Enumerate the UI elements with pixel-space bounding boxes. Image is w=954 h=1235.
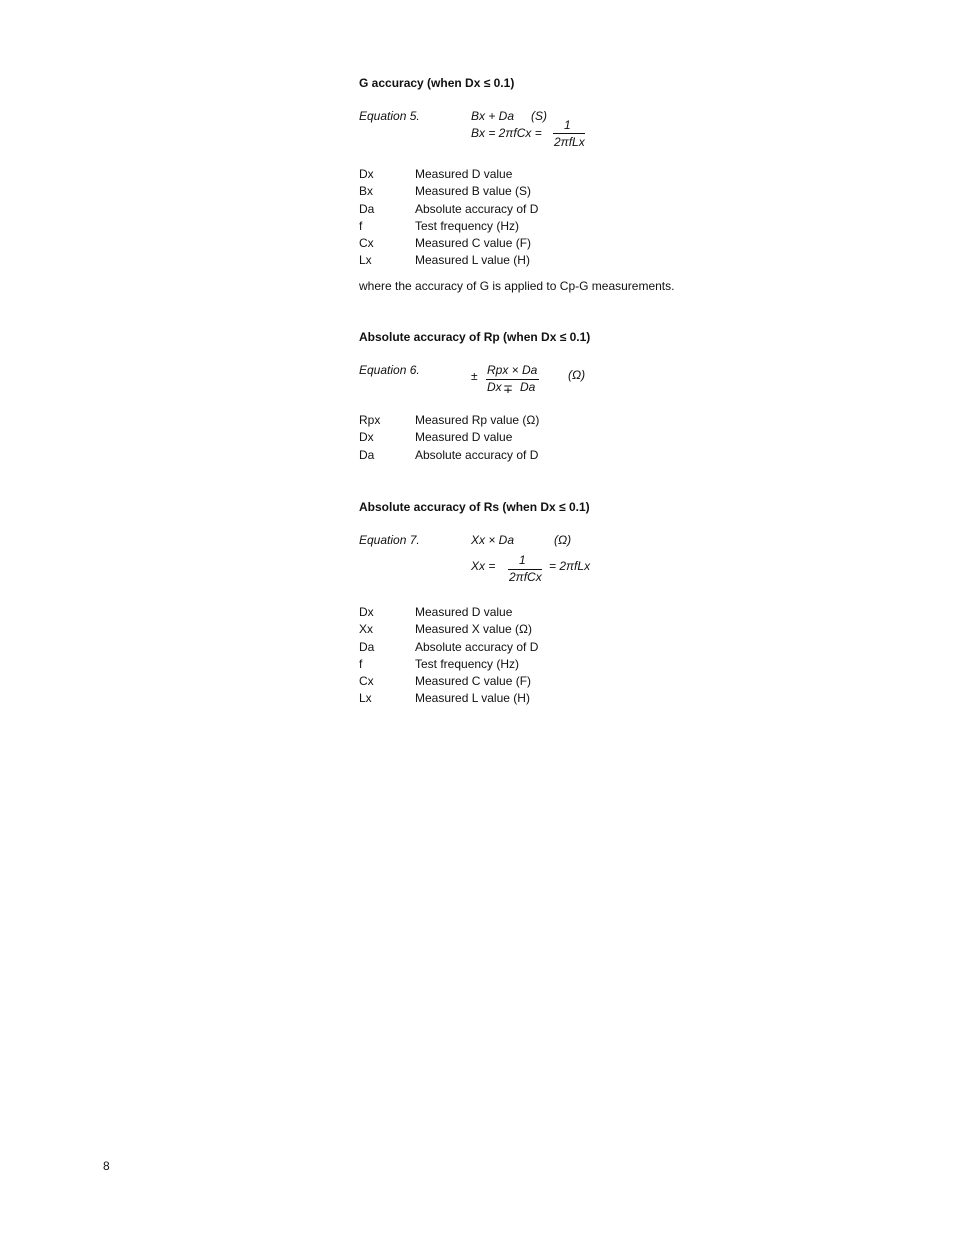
section-heading-g-accuracy: G accuracy (when Dx ≤ 0.1) [359,76,515,90]
definition-symbol: Lx [359,691,372,706]
definitions-list-rs [359,604,538,708]
definition-symbol: Dx [359,167,374,181]
definition-symbol: f [359,656,363,671]
section-heading-rs-accuracy: Absolute accuracy of Rs (when Dx ≤ 0.1) [359,500,590,514]
definition-symbol: Da [359,201,375,216]
definition-meaning: Measured C value (F) [415,674,532,689]
equation-6-unit: (Ω) [568,368,586,382]
definition-row [359,621,538,638]
equation-7-line2-left: Xx = [471,559,496,573]
definition-meaning: Measured L value (H) [415,253,530,268]
definition-symbol: Dx [359,605,374,619]
definition-meaning: Measured D value [415,430,513,445]
equation-7-label: Equation 7. [359,533,420,547]
definition-row [359,673,538,690]
definition-row [359,201,538,218]
definition-row [359,218,538,235]
equation-6-minus-plus: ∓ [503,382,514,396]
equation-7-unit: (Ω) [554,533,572,547]
equation-6-fraction-numerator: Rpx × Da [487,363,538,377]
definition-meaning: Absolute accuracy of D [415,639,539,654]
definition-row [359,166,538,183]
definition-meaning: Absolute accuracy of D [415,447,539,462]
g-accuracy-note: where the accuracy of G is applied to Cp-G measurements. [359,279,675,293]
definition-row [359,412,539,429]
page-number: 8 [103,1159,110,1173]
equation-7-line1: Xx × Da [471,533,515,547]
definition-symbol: Cx [359,236,374,251]
definition-row [359,429,539,446]
equation-7-fraction-denominator: 2πfCx [509,570,542,584]
definition-meaning: Test frequency (Hz) [415,656,520,671]
definition-symbol: Dx [359,430,374,445]
equation-6-label: Equation 6. [359,363,420,377]
definitions-list-rp [359,412,539,464]
definition-meaning: Measured L value (H) [415,691,530,706]
definition-symbol: Cx [359,674,374,689]
equation-5-unit: (S) [531,109,547,123]
equation-6-denominator-left: Dx [487,380,502,394]
equation-5-fraction-bar [553,133,585,134]
equation-6-plus-minus: ± [471,369,478,383]
definition-meaning: Test frequency (Hz) [415,218,520,233]
definition-row [359,604,538,621]
definition-row [359,235,538,252]
definition-symbol: Xx [359,622,374,637]
definition-row [359,447,539,464]
equation-6-denominator-right: Da [520,380,536,394]
definition-meaning: Measured D value [415,605,513,619]
definition-row [359,656,538,673]
definition-symbol: f [359,218,363,233]
equation-5-line1: Bx + Da [471,109,515,123]
definition-row [359,690,538,707]
equation-5-fraction-denominator: 2πfLx [554,135,585,149]
definition-symbol: Da [359,639,375,654]
definition-meaning: Measured D value [415,167,513,181]
equation-5-fraction-numerator: 1 [564,118,571,132]
definition-row [359,252,538,269]
equation-7-line2-right: = 2πfLx [549,559,591,573]
definition-meaning: Measured C value (F) [415,236,532,251]
definition-row [359,639,538,656]
section-heading-rp-accuracy: Absolute accuracy of Rp (when Dx ≤ 0.1) [359,330,591,344]
definitions-list-g [359,166,538,270]
definition-row [359,183,538,200]
definition-symbol: Bx [359,184,374,199]
equation-5-line2: Bx = 2πfCx = [471,126,542,140]
equation-7-fraction-numerator: 1 [519,553,526,567]
definition-meaning: Measured B value (S) [415,184,532,199]
definition-meaning: Measured Rp value (Ω) [415,413,540,427]
definition-symbol: Lx [359,253,372,268]
definition-meaning: Measured X value (Ω) [415,622,533,637]
definition-meaning: Absolute accuracy of D [415,201,539,216]
definition-symbol: Da [359,447,375,462]
definition-symbol: Rpx [359,413,381,427]
equation-5-label: Equation 5. [359,109,420,123]
